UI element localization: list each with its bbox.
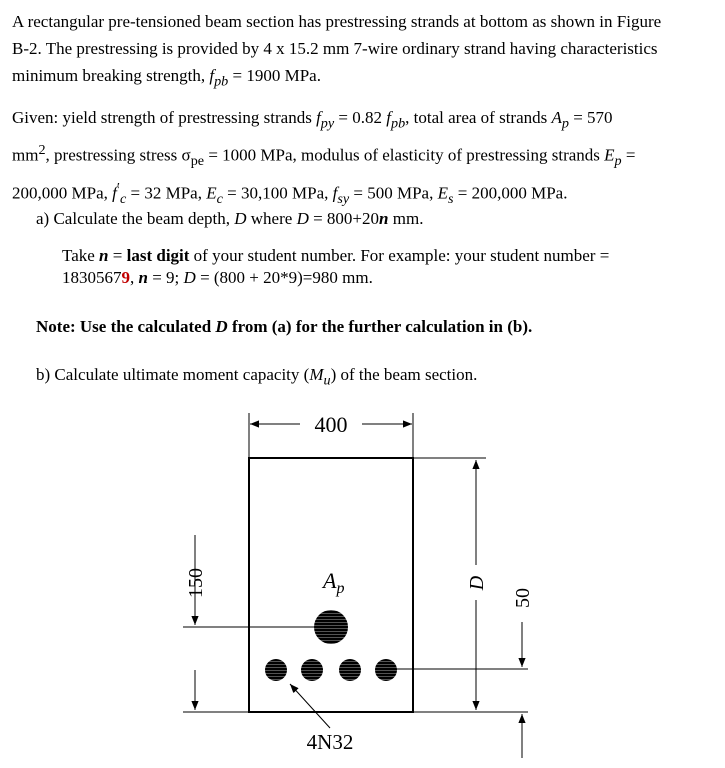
given-line-2: $mm^2$, prestressing stress $\sigma_{pe} = 1000$ MPa, modulus of elasticity of prestressing strands $E_p$ = [12, 142, 636, 170]
part-b-question: b) Calculate ultimate moment capacity $(M_u)$ of the beam section. [36, 365, 478, 389]
ap-label: $A_p$ [323, 568, 345, 597]
bottom-bar-4 [375, 659, 397, 681]
depth-label: D [466, 575, 488, 591]
given-line-1: Given: yield strength of prestressing strands $f_{py} = 0.82$ $f_{pb}$, total area of strands $A_p = 570$ [12, 108, 613, 132]
intro-line-2: B-2. The prestressing is provided by 4 x 15.2 mm 7-wire ordinary strand having characteristics [12, 39, 658, 58]
intro-line-3: minimum breaking strength, $f_{pb} = 1900$ MPa. [12, 66, 321, 90]
part-a-question: a) Calculate the beam depth, D where D = 800+20n mm. [36, 209, 424, 228]
bottom-strand-label: 50 [512, 588, 534, 608]
bottom-bar-1 [265, 659, 287, 681]
note: Note: Use the calculated D from (a) for the further calculation in (b). [36, 317, 533, 336]
bars-label: 4N32 [306, 730, 354, 754]
example-line: 18305679, n = 9; D = (800 + 20*9)=980 mm. [62, 268, 373, 287]
take-n-line: Take n = last digit of your student number. For example: your student number = [62, 246, 610, 265]
given-line-3: 200,000 MPa, $f'_c = 32$ MPa, $E_c = 30,100$ MPa, $f_{sy} = 500$ MPa, $E_s = 200,000$ MPa. [12, 180, 568, 208]
bottom-bar-2 [301, 659, 323, 681]
bars-leader-line [290, 684, 330, 728]
prestressing-strand [314, 610, 348, 644]
intro-line-1: A rectangular pre-tensioned beam section has prestressing strands at bottom as shown in Figure [12, 12, 662, 31]
bottom-bar-3 [339, 659, 361, 681]
width-label: 400 [314, 412, 348, 437]
top-strand-label: 150 [185, 568, 207, 598]
